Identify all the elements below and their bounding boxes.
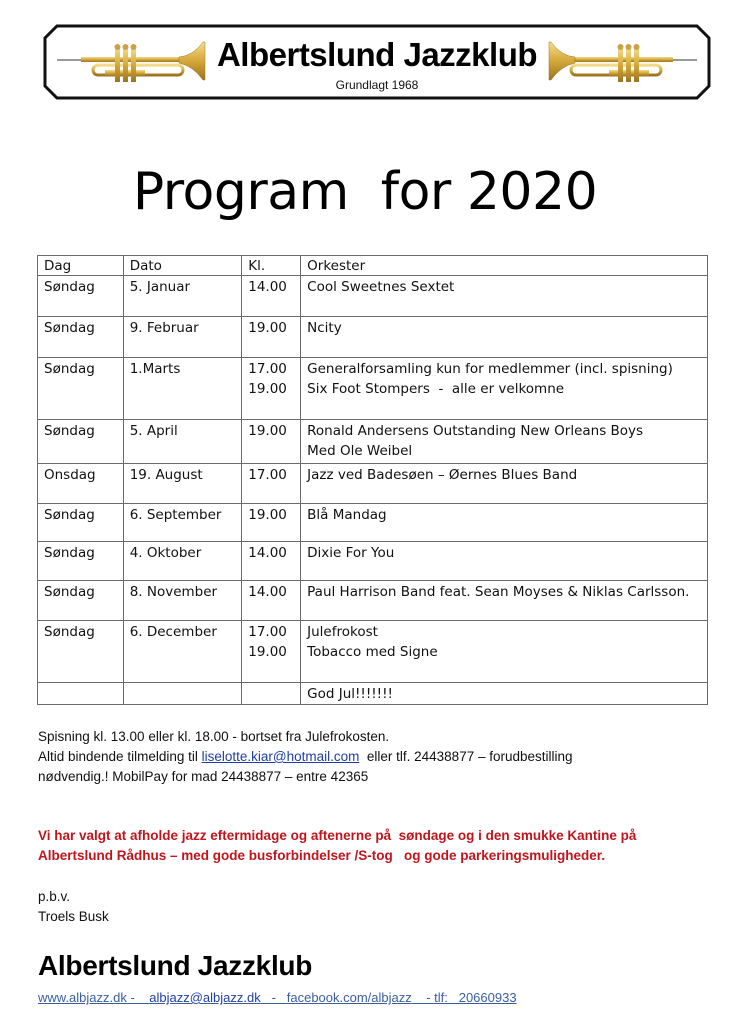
cell-dag: Søndag xyxy=(38,317,124,358)
cell-dag: Søndag xyxy=(38,621,124,683)
facebook-link[interactable]: facebook.com/albjazz xyxy=(286,990,412,1005)
signature-name: Troels Busk xyxy=(38,909,109,924)
orchestra-line: Six Foot Stompers - alle er velkomne xyxy=(307,381,565,397)
cell-orkester xyxy=(301,621,708,683)
table-row xyxy=(38,464,708,504)
orchestra-line: Ncity xyxy=(307,320,342,336)
table-row xyxy=(38,621,708,683)
cell-kl xyxy=(242,504,301,542)
cell-orkester xyxy=(301,420,708,464)
table-row xyxy=(38,358,708,420)
orchestra-line: Dixie For You xyxy=(307,545,395,561)
table-row xyxy=(38,317,708,358)
footer-club-name: Albertslund Jazzklub xyxy=(38,950,313,981)
signature xyxy=(38,887,109,927)
cell-dato: 6. December xyxy=(123,621,242,683)
header-dato: Dato xyxy=(123,256,242,276)
separator: - xyxy=(126,990,150,1005)
time-value: 17.00 xyxy=(248,467,287,483)
cell-orkester xyxy=(301,542,708,581)
orchestra-line: Jazz ved Badesøen – Øernes Blues Band xyxy=(307,467,578,483)
time-value: 19.00 xyxy=(248,423,287,439)
info-block xyxy=(38,727,718,787)
cell-dato xyxy=(123,683,242,705)
club-name: Albertslund Jazzklub xyxy=(216,36,538,73)
registration-text: Altid bindende tilmelding til xyxy=(38,749,202,764)
cell-dag: Onsdag xyxy=(38,464,124,504)
cell-dag: Søndag xyxy=(38,581,124,621)
cell-kl xyxy=(242,358,301,420)
signature-pbv: p.b.v. xyxy=(38,889,71,904)
cell-dag: Søndag xyxy=(38,358,124,420)
website-link[interactable]: www.albjazz.dk xyxy=(38,990,127,1005)
venue-notice xyxy=(38,826,718,866)
venue-notice-line: Albertslund Rådhus – med gode busforbindelser /S-tog og gode parkeringsmuligheder. xyxy=(38,848,606,863)
cell-dag: Søndag xyxy=(38,542,124,581)
cell-kl xyxy=(242,621,301,683)
table-row xyxy=(38,542,708,581)
cell-orkester xyxy=(301,358,708,420)
time-value: 14.00 xyxy=(248,584,287,600)
orchestra-line: Paul Harrison Band feat. Sean Moyses & Niklas Carlsson. xyxy=(307,584,690,600)
cell-dag: Søndag xyxy=(38,504,124,542)
time-value: 19.00 xyxy=(248,320,287,336)
header-dag: Dag xyxy=(38,256,124,276)
venue-notice-line: Vi har valgt at afholde jazz eftermidage og aftenerne på søndage og i den smukke Kantine på xyxy=(38,828,637,843)
orchestra-line: Cool Sweetnes Sextet xyxy=(307,279,455,295)
club-phone: - tlf: 20660933 xyxy=(411,990,517,1005)
cell-orkester xyxy=(301,683,708,705)
registration-info xyxy=(38,747,718,767)
header-kl: Kl. xyxy=(242,256,301,276)
registration-email-link[interactable]: liselotte.kiar@hotmail.com xyxy=(201,749,360,764)
cell-dato: 5. Januar xyxy=(123,276,242,317)
table-row xyxy=(38,276,708,317)
cell-kl xyxy=(242,464,301,504)
cell-kl xyxy=(242,276,301,317)
table-row xyxy=(38,504,708,542)
cell-kl xyxy=(242,420,301,464)
registration-phone-text: eller tlf. 24438877 – forudbestilling xyxy=(359,749,573,764)
cell-orkester xyxy=(301,317,708,358)
time-value: 19.00 xyxy=(248,381,287,397)
header-banner xyxy=(43,24,711,100)
cell-dato: 1.Marts xyxy=(123,358,242,420)
orchestra-line: Julefrokost xyxy=(307,624,378,640)
cell-kl xyxy=(242,683,301,705)
time-value: 14.00 xyxy=(248,279,287,295)
table-row xyxy=(38,683,708,705)
cell-dato: 9. Februar xyxy=(123,317,242,358)
table-header-row xyxy=(38,256,708,276)
cell-dato: 19. August xyxy=(123,464,242,504)
cell-kl xyxy=(242,317,301,358)
separator: - xyxy=(260,990,287,1005)
cell-kl xyxy=(242,581,301,621)
program-table xyxy=(37,255,708,705)
cell-orkester xyxy=(301,504,708,542)
time-value: 19.00 xyxy=(248,507,287,523)
footer-contact-line xyxy=(38,990,517,1005)
founded-subtitle: Grundlagt 1968 xyxy=(335,78,419,92)
payment-info: nødvendig.! MobilPay for mad 24438877 – entre 42365 xyxy=(38,769,369,784)
header-orkester: Orkester xyxy=(301,256,708,276)
orchestra-line: Generalforsamling kun for medlemmer (incl. spisning) xyxy=(307,361,673,377)
cell-dato: 4. Oktober xyxy=(123,542,242,581)
dining-info: Spisning kl. 13.00 eller kl. 18.00 - bortset fra Julefrokosten. xyxy=(38,729,390,744)
page-title: Program for 2020 xyxy=(132,162,598,222)
cell-dag xyxy=(38,683,124,705)
orchestra-line: Blå Mandag xyxy=(307,507,387,523)
club-email-link[interactable]: albjazz@albjazz.dk xyxy=(149,990,261,1005)
cell-dag: Søndag xyxy=(38,420,124,464)
cell-kl xyxy=(242,542,301,581)
orchestra-line: God Jul!!!!!!! xyxy=(307,686,393,702)
table-row xyxy=(38,581,708,621)
time-value: 19.00 xyxy=(248,644,287,660)
orchestra-line: Med Ole Weibel xyxy=(307,443,413,459)
orchestra-line: Tobacco med Signe xyxy=(307,644,438,660)
orchestra-line: Ronald Andersens Outstanding New Orleans Boys xyxy=(307,423,644,439)
cell-dato: 6. September xyxy=(123,504,242,542)
time-value: 17.00 xyxy=(248,624,287,640)
table-row xyxy=(38,420,708,464)
time-value: 14.00 xyxy=(248,545,287,561)
cell-dag: Søndag xyxy=(38,276,124,317)
cell-dato: 5. April xyxy=(123,420,242,464)
cell-dato: 8. November xyxy=(123,581,242,621)
cell-orkester xyxy=(301,464,708,504)
cell-orkester xyxy=(301,581,708,621)
cell-orkester xyxy=(301,276,708,317)
time-value: 17.00 xyxy=(248,361,287,377)
